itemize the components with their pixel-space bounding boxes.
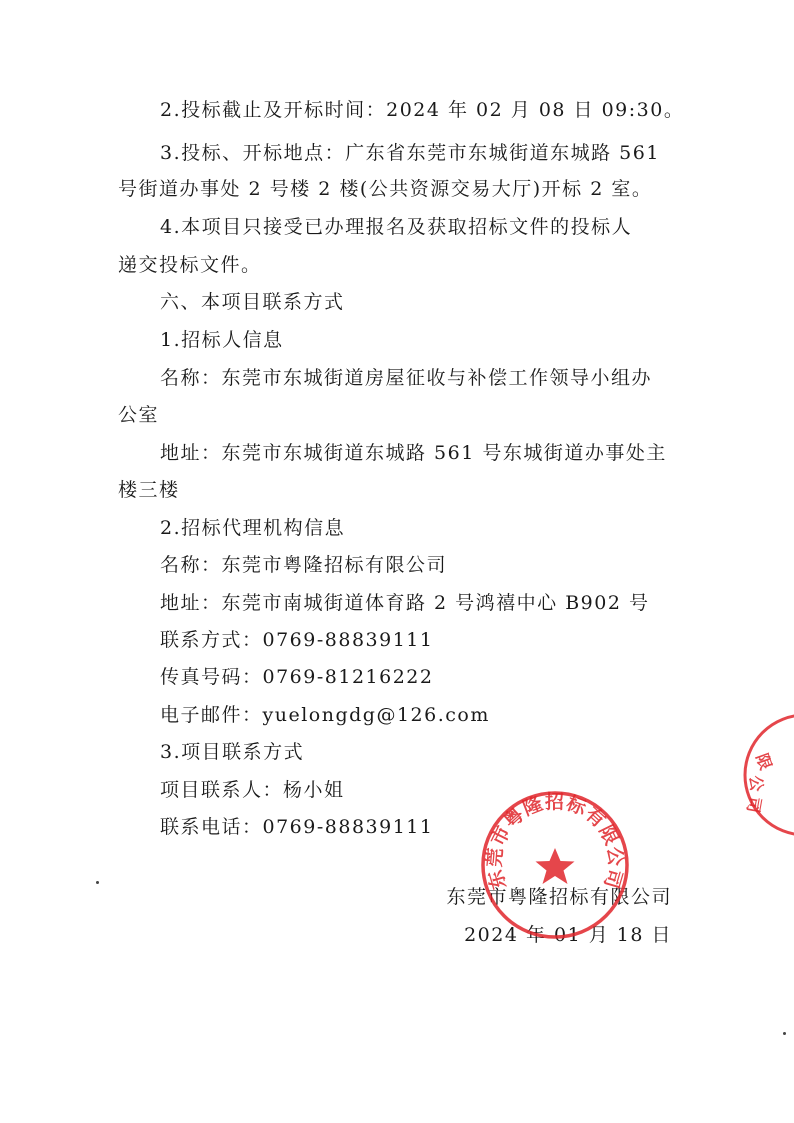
svg-text:限: 限 <box>752 750 776 773</box>
subheading-project-contact: 3.项目联系方式 <box>160 741 305 763</box>
text-line-tenderer-address: 地址：东莞市东城街道东城路 561 号东城街道办事处主 <box>160 442 667 464</box>
text-line-agency-fax: 传真号码：0769-81216222 <box>160 666 434 688</box>
text-line-tenderer-name-cont: 公室 <box>118 404 160 426</box>
signature-date: 2024 年 01 月 18 日 <box>464 924 672 946</box>
text-line-bid-location-cont: 号街道办事处 2 号楼 2 楼(公共资源交易大厅)开标 2 室。 <box>118 178 653 200</box>
svg-text:东莞市粤隆招标有限公司: 东莞市粤隆招标有限公司 <box>483 791 627 892</box>
section-heading-contacts: 六、本项目联系方式 <box>160 291 345 313</box>
text-line-agency-phone: 联系方式：0769-88839111 <box>160 629 434 651</box>
text-line-agency-name: 名称：东莞市粤隆招标有限公司 <box>160 554 448 576</box>
partial-seal-stamp <box>730 710 794 840</box>
seal-star-icon <box>536 848 575 884</box>
text-line-bid-deadline: 2.投标截止及开标时间：2024 年 02 月 08 日 09:30。 <box>160 99 685 121</box>
signature-company: 东莞市粤隆招标有限公司 <box>446 886 672 908</box>
subheading-agency-info: 2.招标代理机构信息 <box>160 517 346 539</box>
text-line-tenderer-name: 名称：东莞市东城街道房屋征收与补偿工作领导小组办 <box>160 367 653 389</box>
text-line-project-contact-phone: 联系电话：0769-88839111 <box>160 816 434 838</box>
svg-text:司: 司 <box>743 795 765 815</box>
text-line-eligibility: 4.本项目只接受已办理报名及获取招标文件的投标人 <box>160 216 633 238</box>
text-line-bid-location: 3.投标、开标地点：广东省东莞市东城街道东城路 561 <box>160 142 660 164</box>
svg-text:公: 公 <box>746 774 767 793</box>
text-line-agency-address: 地址：东莞市南城街道体育路 2 号鸿禧中心 B902 号 <box>160 592 650 614</box>
scan-speck <box>783 1032 786 1035</box>
text-line-project-contact-person: 项目联系人：杨小姐 <box>160 779 345 801</box>
text-line-eligibility-cont: 递交投标文件。 <box>118 254 262 276</box>
scan-speck <box>96 881 99 884</box>
subheading-tenderer-info: 1.招标人信息 <box>160 329 284 351</box>
company-seal-stamp <box>480 790 630 940</box>
text-line-agency-email: 电子邮件：yuelongdg@126.com <box>160 704 490 726</box>
text-line-tenderer-address-cont: 楼三楼 <box>118 479 180 501</box>
